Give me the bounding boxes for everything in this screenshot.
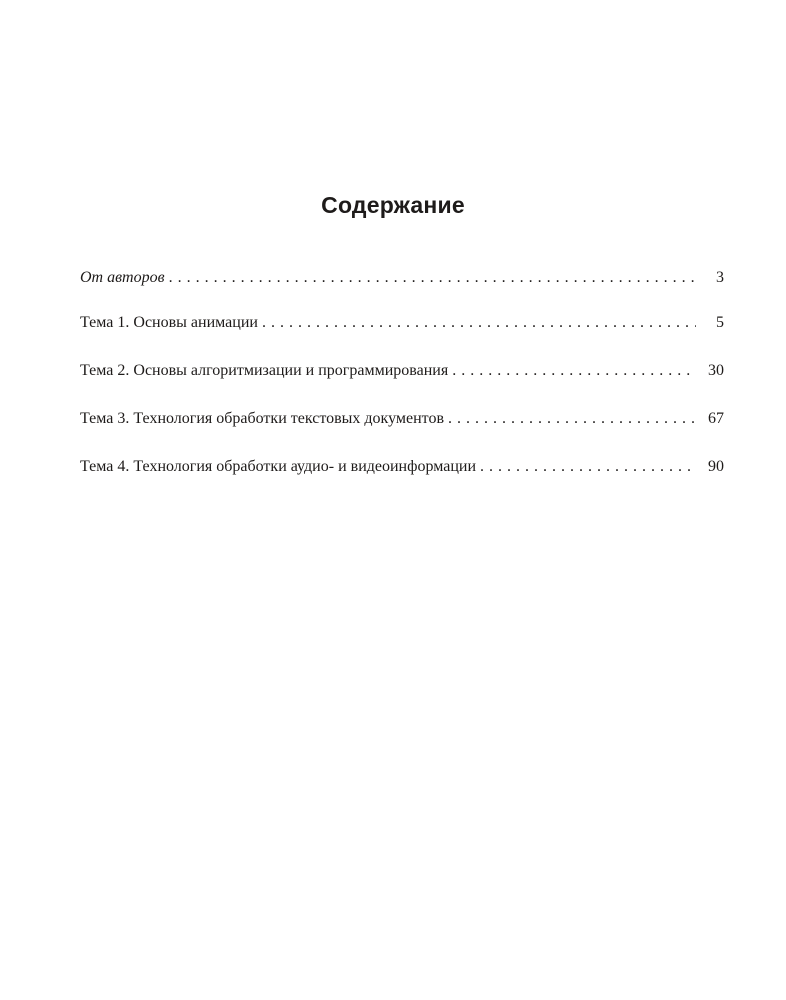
toc-entry-page-number: 5 bbox=[716, 314, 724, 331]
toc-entry-foreword[interactable] bbox=[80, 266, 724, 290]
dot-leader bbox=[448, 407, 696, 431]
toc-entry-page-number: 90 bbox=[708, 458, 724, 475]
page-title: Содержание bbox=[321, 192, 465, 218]
dot-leader bbox=[169, 266, 696, 290]
toc-entry-page-number: 30 bbox=[708, 362, 724, 379]
toc-entry-label: Тема 1. Основы анимации bbox=[80, 314, 258, 331]
dot-leader bbox=[480, 455, 696, 479]
toc-entry-page-number: 67 bbox=[708, 410, 724, 427]
toc-entry-topic-2[interactable] bbox=[80, 359, 724, 383]
toc-entry-topic-3[interactable] bbox=[80, 407, 724, 431]
toc-entry-page-number: 3 bbox=[716, 269, 724, 286]
toc-entry-topic-4[interactable] bbox=[80, 455, 724, 479]
dot-leader bbox=[262, 311, 696, 335]
toc-entry-label: Тема 2. Основы алгоритмизации и программирования bbox=[80, 362, 449, 379]
toc-entry-label: От авторов bbox=[80, 269, 165, 286]
table-of-contents bbox=[80, 266, 724, 503]
toc-entry-topic-1[interactable] bbox=[80, 311, 724, 335]
toc-entry-label: Тема 4. Технология обработки аудио- и видеоинформации bbox=[80, 458, 477, 475]
toc-entry-label: Тема 3. Технология обработки текстовых документов bbox=[80, 410, 445, 427]
dot-leader bbox=[452, 359, 696, 383]
